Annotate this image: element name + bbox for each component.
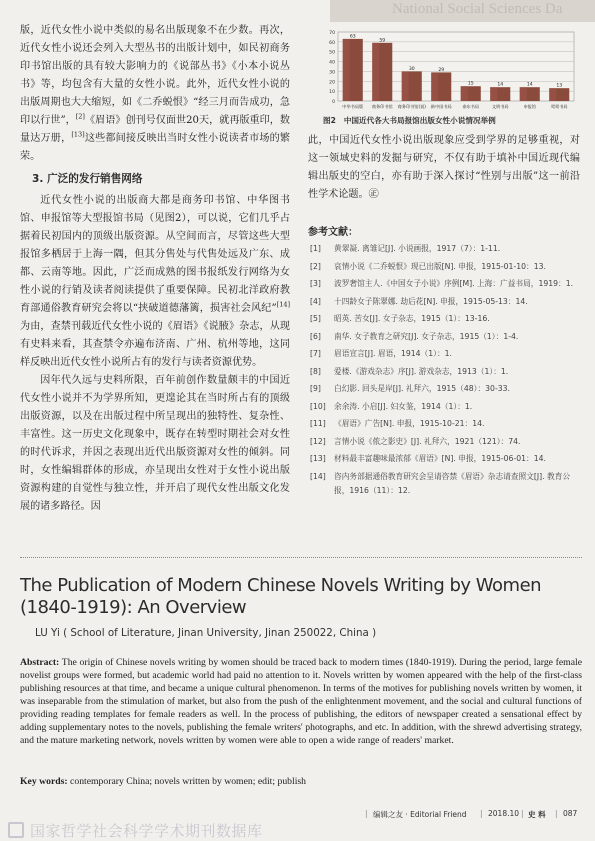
- left-column: [20, 22, 290, 516]
- reference-item: [310, 312, 582, 327]
- paragraph-intro-part3: 这些都间接反映出当时女性小说读者市场的繁荣。: [20, 133, 291, 162]
- reference-item: [310, 417, 582, 432]
- x-tick-label: 新中国书局: [430, 104, 452, 109]
- citation-14: [14]: [276, 300, 290, 309]
- reference-item: [310, 470, 582, 499]
- reference-number: [1]: [310, 244, 321, 253]
- paragraph-distribution: [20, 192, 290, 372]
- reference-number: [2]: [310, 261, 321, 271]
- footer-separator-2: |: [480, 809, 483, 818]
- x-tick-label: 泰东书局: [462, 104, 480, 109]
- reference-item: [310, 365, 582, 380]
- reference-item: [310, 260, 582, 275]
- data-label: 13: [556, 83, 563, 89]
- english-author: LU Yi ( School of Literature, Jinan University, Jinan 250022, China ): [35, 627, 377, 639]
- reference-item: [310, 452, 582, 467]
- reference-number: [14]: [310, 471, 326, 481]
- reference-text: 黄翠凝. 离雏记[J]. 小说画报，1917（7）：1-11.: [334, 244, 501, 253]
- x-tick-label: 商务印书馆(说): [397, 104, 426, 109]
- english-keywords: [20, 776, 582, 787]
- citation-2: [2]: [75, 112, 85, 121]
- abstract-label: Abstract:: [20, 657, 60, 668]
- reference-text: 昭英. 苦女[J]. 女子杂志，1915（1）：13-16.: [334, 314, 490, 323]
- page-footer: [365, 809, 580, 823]
- bar-highlight: [402, 71, 409, 101]
- paragraph-conclusion: 因年代久远与史料所限，百年前创作数量颇丰的中国近代女性小说并不为学界所知，更遑论其在当时所占有的顶级出版资源，以及在出版过程中所呈现出的独特性、复杂性、丰富性。这一历史文化现象中，既存在转型时期社会对女性的时代诉求，并因之表现出近代出版资源对女性的倾斜。同时，女性编辑群体的形成，亦呈现出女性对于女性小说出版资源构建的自觉性与独立性，并开启了现代女性出版文化发展的诸多路径。因: [20, 375, 290, 512]
- english-abstract: [20, 656, 582, 747]
- reference-number: [5]: [310, 314, 321, 323]
- reference-text: 言情小说《侬之影史》[J]. 礼拜六，1921（121）：74.: [334, 436, 521, 446]
- watermark: [0, 819, 300, 841]
- keywords-text: contemporary China; novels written by women; edit; publish: [67, 776, 307, 787]
- x-tick-label: 文明书局: [491, 104, 509, 109]
- reference-number: [7]: [310, 349, 321, 358]
- y-tick-label: 0: [332, 100, 335, 105]
- footer-separator-4: |: [555, 809, 558, 818]
- footer-separator-1: |: [365, 809, 368, 818]
- bar-highlight: [431, 72, 438, 101]
- reference-item: [310, 295, 582, 310]
- paragraph-intro: [20, 22, 290, 166]
- reference-text: 咨内务部据通俗教育研究会呈请咨禁《眉语》杂志请查照文[J]. 教育公报，1916（11）：12.: [334, 471, 571, 495]
- right-column-paragraph: [308, 132, 580, 204]
- section-divider: [20, 557, 582, 558]
- bar-highlight: [520, 87, 527, 101]
- header-banner-text: National Social Sciences Da: [392, 1, 563, 17]
- reference-number: [11]: [310, 419, 326, 428]
- reference-text: 眉语宣言[J]. 眉语，1914（1）：1.: [334, 349, 452, 358]
- reference-text: 十四龄女子陈翠娜. 劫后花[N]. 申报，1915-05-13：14.: [334, 296, 528, 306]
- figure-caption-label: 图2: [323, 116, 336, 125]
- paragraph-distribution-part1: 近代女性小说的出版商大都是商务印书馆、中华图书馆、申报馆等大型报馆书局（见图2），可以说，它们几乎占据着民初国内的顶级出版资源。从空间而言，尽管这些大型报馆多栖居于上海一隅，但其分售处与代售处远及广东、成都、云南等地。因此，广泛而成熟的图书报纸发行网络为女性小说的行销及读者阅读提供了重要保障。民初北洋政府教育部通俗教育研究会将以“挟破道德藩篱，损害社会风纪”: [20, 195, 290, 314]
- data-label: 29: [438, 67, 445, 73]
- reference-item: [310, 382, 582, 397]
- watermark-text: 国家哲学社会科学学术期刊数据库: [30, 822, 263, 840]
- bar-highlight: [549, 88, 556, 101]
- data-label: 59: [379, 38, 386, 44]
- x-tick-label: 商务印书馆: [371, 104, 393, 109]
- data-label: 30: [408, 66, 415, 72]
- right-column-text: 此，中国近代女性小说出版现象应受到学界的足够重视，对这一领域史料的发掘与研究，不仅有助于填补中国近现代编辑出版史的空白，亦有助于深入探讨“性别与出版”这一前沿性学术论题。: [308, 135, 580, 200]
- reference-text: 波罗奢馆主人.《中国女子小说》序例[M]. 上海：广益书局，1919：1.: [334, 279, 574, 288]
- y-tick-label: 40: [329, 60, 335, 66]
- footer-section: 史 料: [528, 810, 546, 819]
- reference-number: [4]: [310, 296, 321, 306]
- x-tick-label: 申报馆: [523, 104, 537, 109]
- reference-item: [310, 400, 582, 415]
- footer-separator-3: |: [521, 809, 524, 818]
- bar-chart-svg: [316, 29, 578, 111]
- reference-text: 哀情小说《二乔蜕恨》现已出版[N]. 申报，1915-01-10：13.: [334, 261, 546, 271]
- y-tick-label: 20: [329, 80, 335, 86]
- database-logo-icon: [8, 822, 24, 838]
- abstract-text: The origin of Chinese novels writing by women should be traced back to modern times (1840-1919). During the period, large female novelist groups were formed, but academic world had paid no attention to it. Novels written by women appeared with the help of the first-class publishing resources at that time, and became a unique cultural phenomenon. In terms of the motives for publishing novels written by women, it was inseparable from the stimulation of market, but also from the push of the enlightenment movement, and the social and cultural functions of providing reading templates for female readers as well. In the process of publishing, the editors of newspaper created a sensational effect by adding supplementary notes to the novels, publishing the female writers' photographs, and etc. In addition, with the shrewd advertising strategy, and the mature marketing network, novels written by women were able to open a wide range of readers' market.: [20, 657, 582, 746]
- reference-number: [8]: [310, 366, 321, 376]
- reference-text: 余余涛. 小启[J]. 妇女鉴，1914（1）：1.: [334, 401, 473, 411]
- reference-item: [310, 242, 582, 257]
- y-tick-label: 50: [329, 50, 335, 56]
- bar-highlight: [490, 87, 497, 101]
- references-list: [310, 242, 582, 502]
- data-label: 15: [467, 81, 474, 87]
- y-tick-label: 70: [329, 31, 335, 36]
- x-tick-label: 鸳鸯书局: [550, 104, 568, 109]
- y-tick-label: 30: [329, 70, 335, 76]
- footer-journal: 编辑之友 · Editorial Friend: [373, 810, 467, 819]
- citation-13: [13]: [71, 130, 85, 139]
- reference-number: [13]: [310, 454, 326, 463]
- paragraph-intro-part2: 《眉语》创刊号仅面世20天，就再版重印，数量达万册，: [20, 115, 290, 144]
- reference-item: [310, 277, 582, 292]
- footer-page-number: 087: [563, 809, 578, 818]
- x-tick-label: 中华书局版: [342, 104, 364, 109]
- bar-highlight: [372, 43, 379, 101]
- bar-highlight: [461, 86, 468, 101]
- reference-text: 材料最丰富趣味最浓郁《眉语》[N]. 申报，1915-06-01：14.: [334, 454, 546, 463]
- references-title: 参考文献：: [308, 227, 358, 238]
- paragraph-distribution-part2: 为由，查禁刊载近代女性小说的《眉语》《说腋》杂志，从现有史料来看，其查禁令亦遍布济南、广州、杭州等地，这同样反映出近代女性小说所占有的发行与读者资源优势。: [20, 321, 290, 368]
- keywords-label: Key words:: [20, 776, 68, 787]
- section-title: 3. 广泛的发行销售网络: [32, 173, 143, 185]
- reference-number: [6]: [310, 331, 321, 341]
- reference-text: 爱楼.《游戏杂志》序[J]. 游戏杂志，1913（1）：1.: [334, 366, 509, 376]
- y-tick-label: 60: [329, 40, 335, 46]
- bar-chart: [316, 29, 578, 111]
- figure-caption: [323, 115, 585, 126]
- reference-item: [310, 435, 582, 450]
- english-title: The Publication of Modern Chinese Novels Writing by Women (1840-1919): An Overview: [20, 575, 542, 618]
- end-mark: ㊣: [368, 189, 379, 200]
- data-label: 63: [349, 34, 356, 40]
- reference-number: [9]: [310, 384, 321, 393]
- reference-text: 南华. 女子教育之研究[J]. 女子杂志，1915（1）：1-4.: [334, 331, 519, 341]
- reference-item: [310, 330, 582, 345]
- header-banner: [330, 0, 595, 22]
- figure-caption-text: 中国近代各大书局报馆出版女性小说情况举例: [343, 116, 496, 125]
- data-label: 14: [497, 82, 504, 88]
- reference-text: 《眉语》广告[N]. 申报，1915-10-21：14.: [334, 419, 485, 428]
- reference-number: [12]: [310, 436, 326, 446]
- data-label: 14: [526, 82, 533, 88]
- reference-text: 白幻影. 回头是岸[J]. 礼拜六，1915（48）：30-33.: [334, 384, 510, 393]
- reference-number: [3]: [310, 279, 321, 288]
- paragraph-intro-part1: 版，近代女性小说中类似的易名出版现象不在少数。再次，近代女性小说还会列入大型丛书的出版计划中，如民初商务印书馆出版的具有较大影响力的《说部丛书》《小本小说丛书》等，均包含有大量的女性小说。此外，近代女性小说的出版周期也大大缩短，如《二乔蜕恨》“经三月而告成功，急印以行世”，: [20, 25, 290, 126]
- y-tick-label: 10: [329, 90, 335, 96]
- reference-number: [10]: [310, 401, 326, 411]
- reference-item: [310, 347, 582, 362]
- bar-highlight: [343, 39, 350, 101]
- footer-issue: 2018.10: [488, 809, 520, 818]
